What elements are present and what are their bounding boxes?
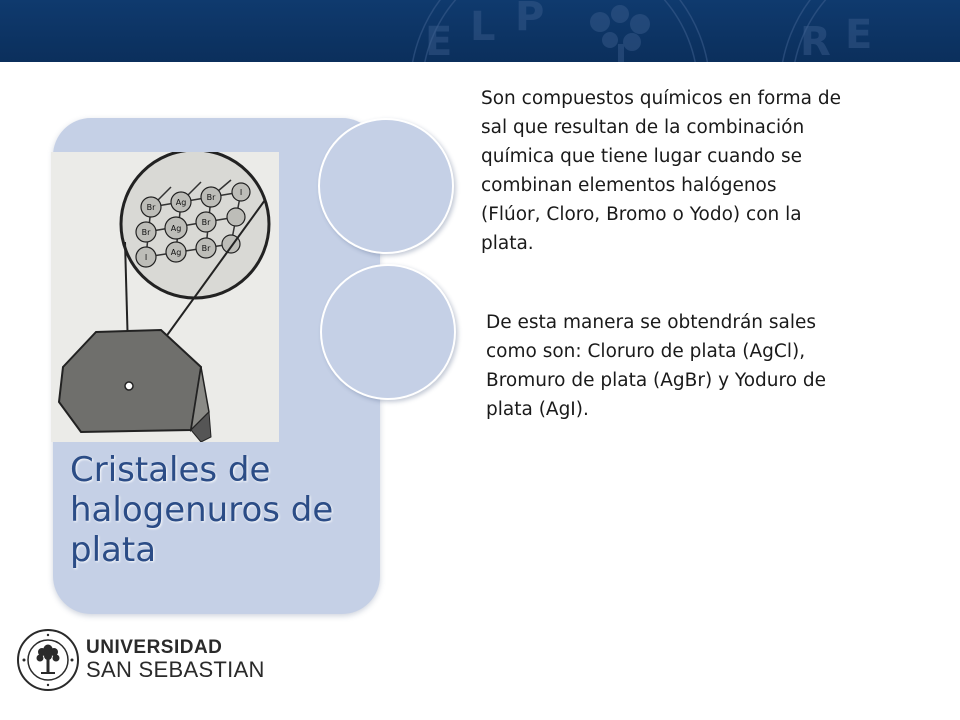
header-bar — [0, 0, 960, 62]
atom-label: Br — [146, 203, 156, 212]
header-watermark — [0, 0, 960, 62]
logo-line-2: SAN SEBASTIAN — [86, 657, 265, 682]
atom-label: Br — [141, 228, 151, 237]
svg-text:R: R — [800, 19, 831, 62]
svg-text:E: E — [845, 12, 873, 58]
svg-text:P: P — [515, 0, 545, 40]
decorative-circle-bottom — [320, 264, 456, 400]
atom-label: Ag — [170, 224, 182, 233]
atom-label: I — [144, 253, 148, 262]
atom-label: Br — [201, 244, 211, 253]
atom-label: Ag — [175, 198, 187, 207]
decorative-circle-top — [318, 118, 454, 254]
university-seal-logo — [16, 628, 80, 692]
logo-line-1: UNIVERSIDAD — [86, 637, 223, 658]
svg-text:L: L — [470, 4, 496, 50]
university-wordmark — [86, 637, 265, 682]
slide-title: Cristales de halogenuros de plata — [70, 450, 334, 570]
crystal-illustration — [51, 152, 279, 442]
svg-text:E: E — [425, 19, 453, 62]
examples-paragraph: De esta manera se obtendrán sales como son: Cloruro de plata (AgCl), Bromuro de plata (AgBr) y Yoduro de plata (AgI). — [486, 312, 827, 420]
atom-label: Br — [201, 218, 211, 227]
atom-label: Br — [206, 193, 216, 202]
atom-label: I — [239, 188, 243, 197]
description-paragraph: Son compuestos químicos en forma de sal que resultan de la combinación química que tiene lugar cuando se combinan elementos halógenos (Flúor, Cloro, Bromo o Yodo) con la plata. — [481, 88, 842, 254]
atom-label: Ag — [170, 248, 182, 257]
